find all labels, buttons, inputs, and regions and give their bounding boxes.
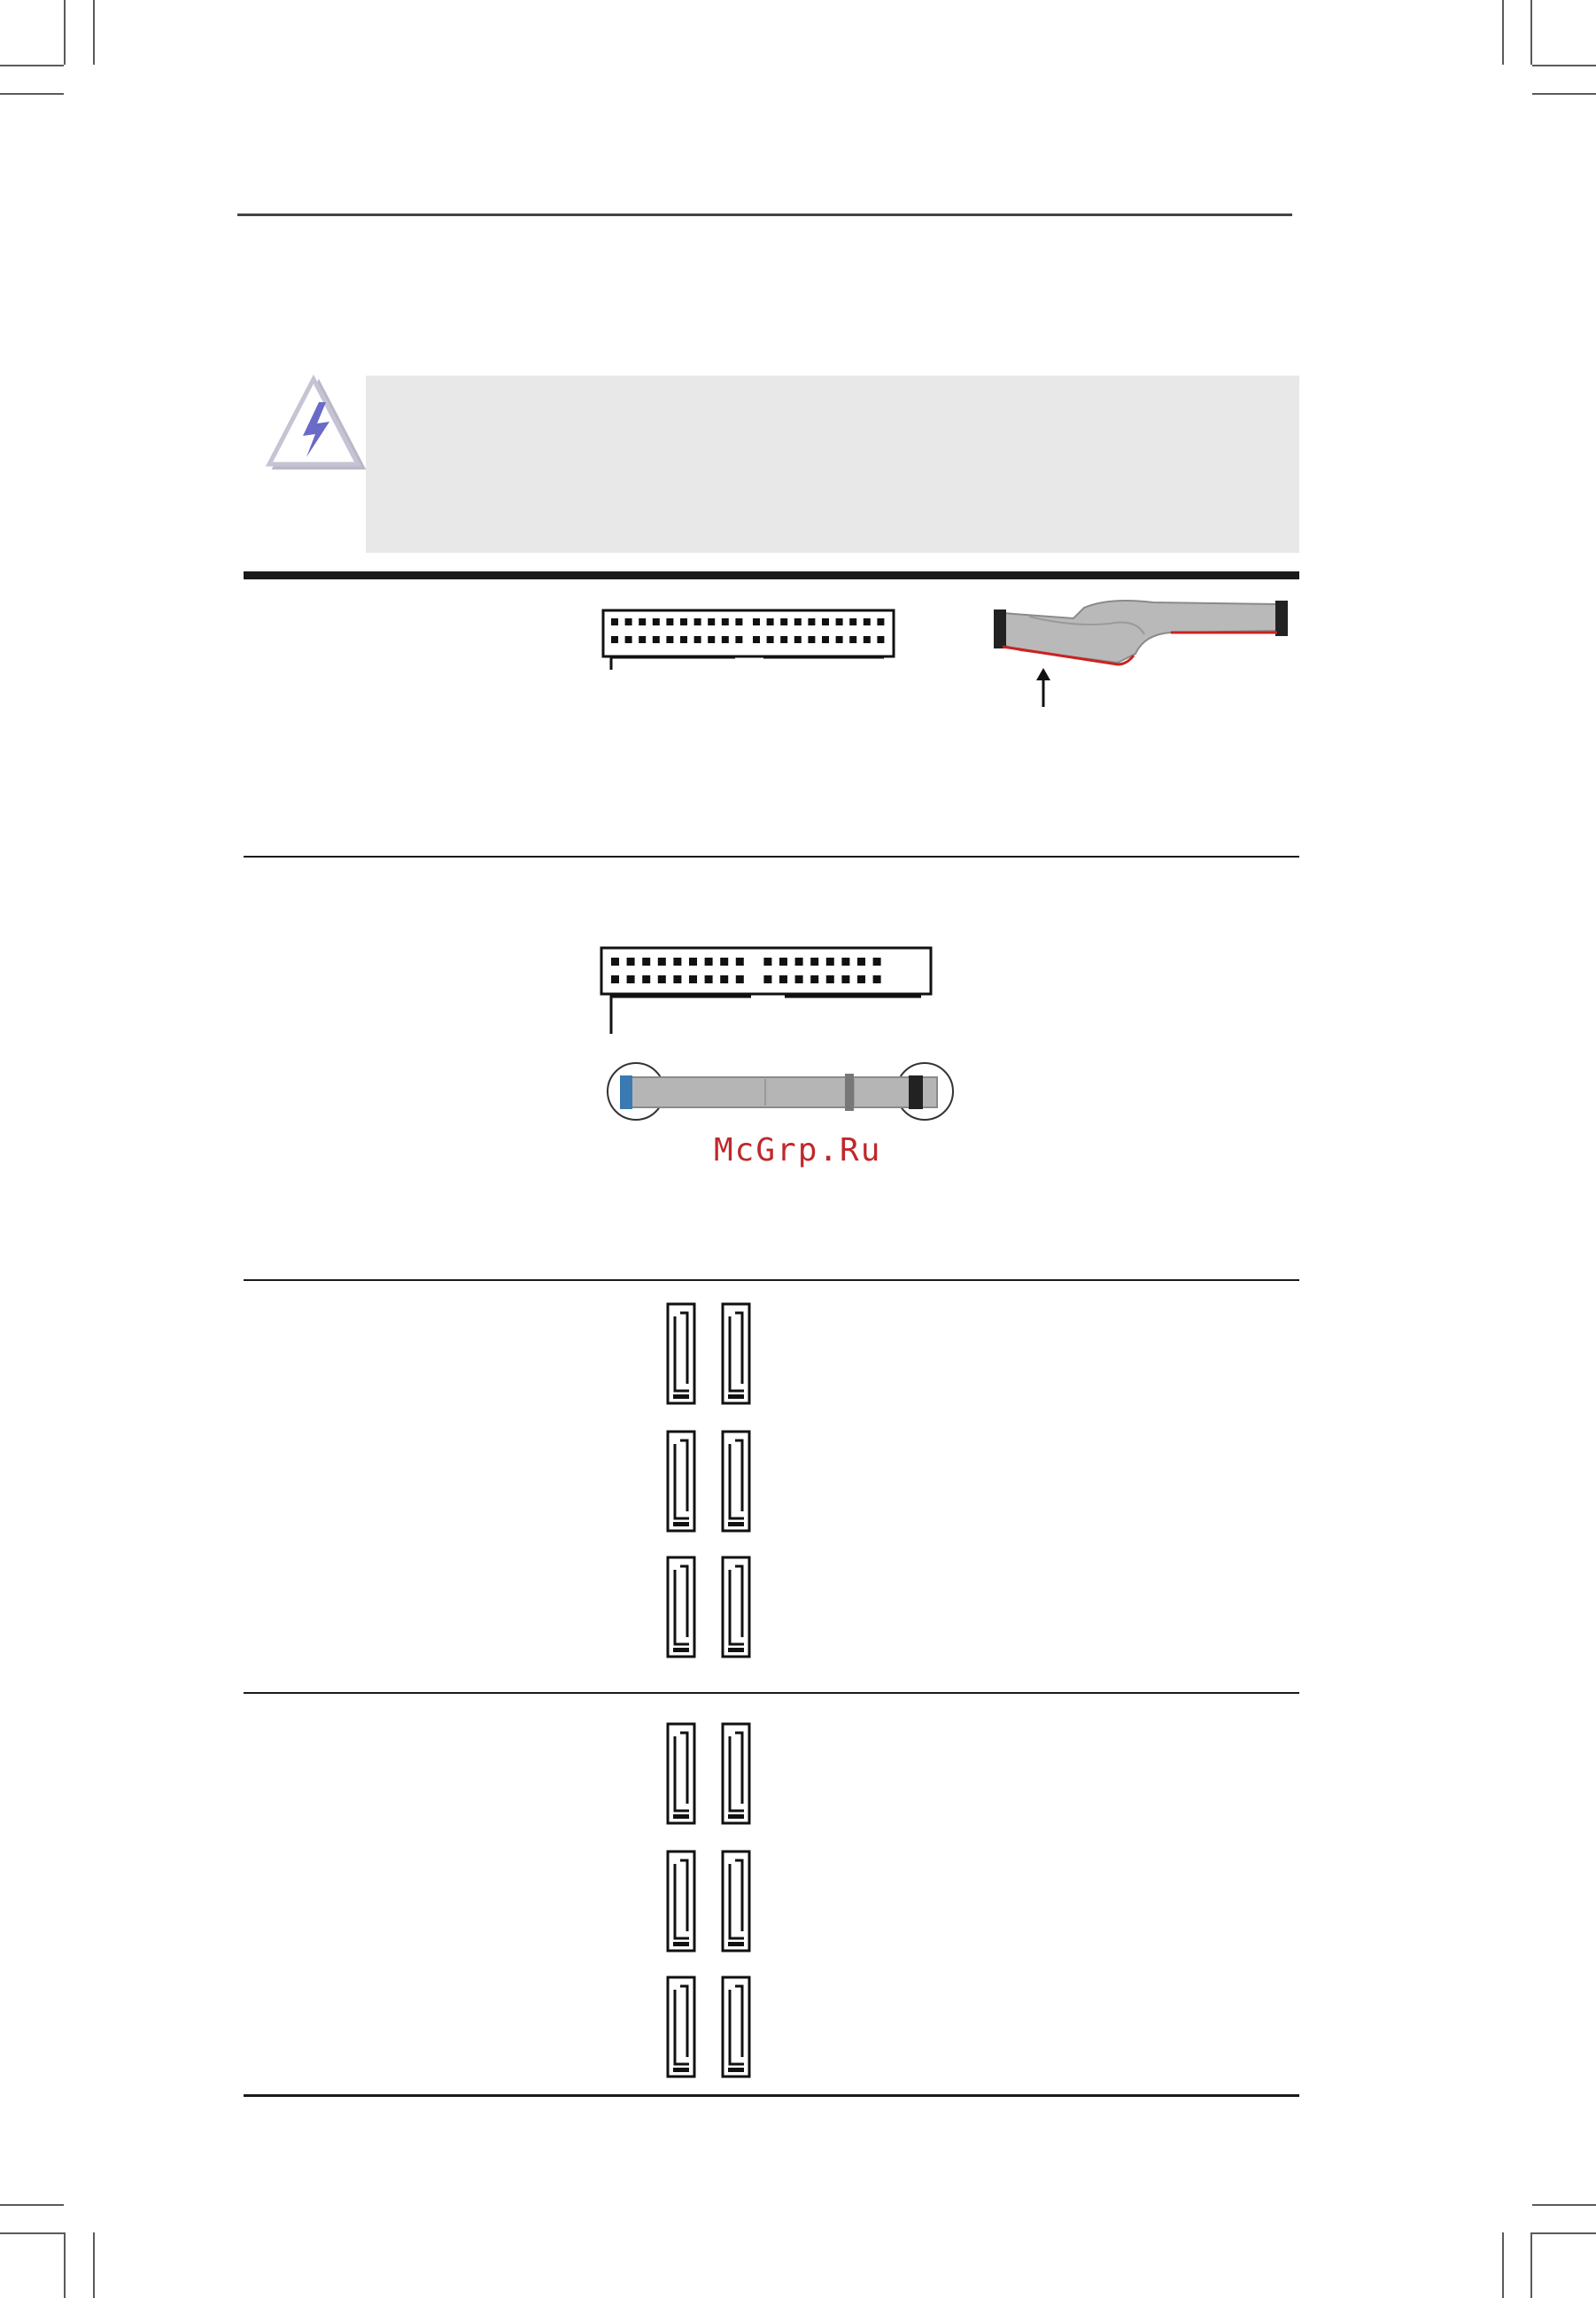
header-rule [237, 213, 1292, 216]
header-pin [779, 958, 787, 966]
sata-port-icon [723, 1724, 749, 1823]
header-pin [611, 958, 619, 966]
crop-mark [1532, 2204, 1596, 2206]
sata-ports-group-1 [666, 1302, 760, 1665]
header-pin [808, 636, 815, 643]
header-pin [673, 958, 681, 966]
header-pin [779, 975, 787, 983]
header-pin [735, 636, 742, 643]
header-pin [642, 958, 650, 966]
header-pin [794, 636, 802, 643]
header-pin [708, 636, 715, 643]
header-pin [722, 618, 729, 625]
header-pin [689, 975, 697, 983]
header-pin [627, 975, 635, 983]
header-pin [753, 618, 760, 625]
crop-mark [1502, 2232, 1504, 2298]
sata-port-pairs [666, 1722, 760, 2085]
header-pin [873, 958, 881, 966]
header-pin [857, 975, 865, 983]
header-pin [680, 636, 687, 643]
header-pin [810, 975, 818, 983]
watermark-text: McGrp.Ru [714, 1132, 882, 1168]
header-pin [780, 636, 787, 643]
sata-port-icon [668, 1852, 694, 1951]
sata-port-pairs [666, 1302, 760, 1665]
sata-port-icon [723, 1432, 749, 1531]
crop-mark [1502, 0, 1504, 65]
sata-port-icon [668, 1724, 694, 1823]
header-pin [808, 618, 815, 625]
header-pin [877, 636, 884, 643]
header-pin [666, 636, 673, 643]
sata-port-icon [668, 1977, 694, 2077]
header-pin [836, 636, 843, 643]
crop-mark [93, 2232, 95, 2298]
header-pin [627, 958, 635, 966]
sata-port-icon [668, 1557, 694, 1657]
warning-triangle-lightning-icon [264, 376, 368, 475]
pin1-arrow-icon [1034, 668, 1052, 707]
header-pin [639, 636, 646, 643]
header-pin [877, 618, 884, 625]
header-pin [705, 975, 713, 983]
header-pin [639, 618, 646, 625]
crop-mark [0, 2204, 64, 2206]
header-pin [666, 618, 673, 625]
header-pin [736, 958, 744, 966]
header-pin [864, 636, 871, 643]
header-pin [822, 618, 829, 625]
sata-port-icon [723, 1977, 749, 2077]
floppy-header-34pin-icon [600, 947, 934, 1036]
header-pin [780, 618, 787, 625]
header-pin [658, 958, 666, 966]
header-pin [653, 636, 660, 643]
header-pin [849, 618, 856, 625]
header-pin [841, 975, 849, 983]
section-rule [244, 856, 1299, 858]
header-pin [873, 975, 881, 983]
header-pin [722, 636, 729, 643]
header-pin [857, 958, 865, 966]
sata-port-icon [723, 1852, 749, 1951]
header-pin [625, 618, 632, 625]
sata-port-icon [723, 1304, 749, 1403]
crop-mark [1530, 0, 1532, 65]
header-pin [836, 618, 843, 625]
crop-mark [64, 2232, 66, 2298]
sata-port-icon [668, 1304, 694, 1403]
note-box [366, 376, 1299, 553]
ide-ribbon-cable-icon [994, 592, 1295, 672]
header-pin [680, 618, 687, 625]
header-pin [720, 975, 728, 983]
footer-rule [244, 2094, 1299, 2097]
header-pin [767, 636, 774, 643]
header-pin [841, 958, 849, 966]
crop-mark [93, 0, 95, 65]
crop-mark [0, 65, 64, 66]
header-pin [611, 618, 618, 625]
header-pin [689, 958, 697, 966]
header-pin [642, 975, 650, 983]
crop-mark [1532, 65, 1596, 66]
header-pin [673, 975, 681, 983]
header-pin [658, 975, 666, 983]
header-pin [822, 636, 829, 643]
header-pin [795, 958, 803, 966]
sata-port-icon [668, 1432, 694, 1531]
crop-mark [1530, 2232, 1532, 2298]
header-pin [794, 618, 802, 625]
header-pin [736, 975, 744, 983]
floppy-ribbon-cable-icon [606, 1060, 957, 1130]
ide-header-40pin-icon [602, 609, 895, 672]
section-rule [244, 1279, 1299, 1281]
crop-mark [64, 0, 66, 65]
header-pin [826, 975, 834, 983]
header-pin [625, 636, 632, 643]
sata-ports-group-2 [666, 1722, 760, 2085]
header-pin [810, 958, 818, 966]
header-pin [611, 975, 619, 983]
sata-port-icon [723, 1557, 749, 1657]
header-pin [753, 636, 760, 643]
header-pin [694, 618, 701, 625]
header-pin [849, 636, 856, 643]
header-pin [767, 618, 774, 625]
header-pin [653, 618, 660, 625]
header-pin [720, 958, 728, 966]
header-pin [708, 618, 715, 625]
header-pin [763, 958, 771, 966]
crop-mark [0, 93, 64, 95]
header-pin [795, 975, 803, 983]
header-pin [705, 958, 713, 966]
section-top-rule [244, 571, 1299, 579]
header-pin [735, 618, 742, 625]
header-pin [611, 636, 618, 643]
header-pin [763, 975, 771, 983]
crop-mark [1532, 2232, 1596, 2234]
crop-mark [0, 2232, 64, 2234]
section-rule [244, 1692, 1299, 1694]
header-pin [864, 618, 871, 625]
header-pin [694, 636, 701, 643]
crop-mark [1532, 93, 1596, 95]
header-pin [826, 958, 834, 966]
